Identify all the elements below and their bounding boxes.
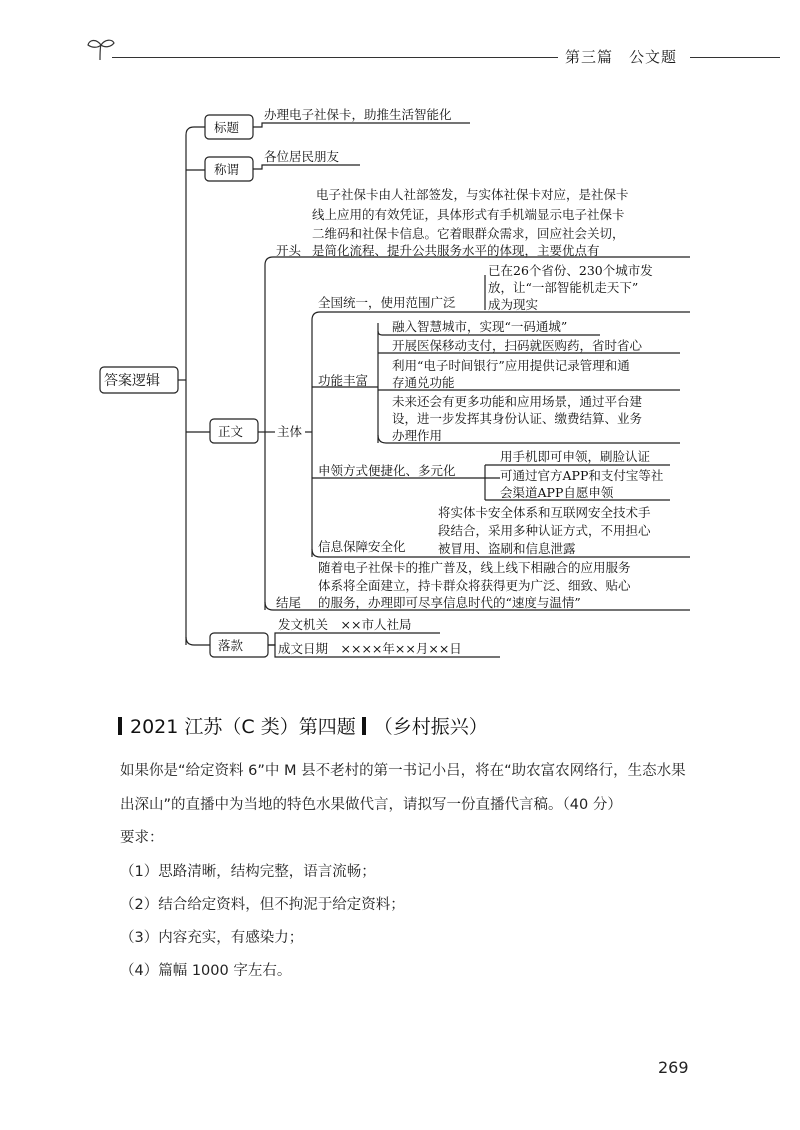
title-label: 标题 (214, 120, 240, 135)
header-rule-left (112, 57, 558, 58)
question-title-year: 2021 江苏（C 类）第四题 (130, 716, 356, 738)
opening-line-3: 二维码和社保卡信息。它着眼群众需求，回应社会关切， (312, 226, 625, 241)
ending-line-1: 随着电子社保卡的推广普及，线上线下相融合的应用服务 (318, 560, 631, 575)
page-header (0, 0, 800, 70)
ending-label: 结尾 (276, 595, 302, 610)
function-item-3a: 利用“电子时间银行”应用提供记录管理和通 (392, 358, 630, 373)
root-label: 答案逻辑 (104, 373, 160, 389)
sprout-icon (86, 36, 116, 62)
national-line-3: 成为现实 (488, 297, 539, 312)
title-bar-left (118, 717, 122, 735)
opening-line-1: 电子社保卡由人社部签发，与实体社保卡对应，是社保卡 (316, 187, 629, 202)
main-label: 主体 (277, 424, 303, 439)
title-bar-right (362, 717, 366, 735)
requirement-2: （2）结合给定资料，但不拘泥于给定资料； (120, 897, 405, 913)
body-label: 正文 (218, 424, 244, 439)
function-item-4c: 办理作用 (392, 428, 443, 443)
title-content: 办理电子社保卡，助推生活智能化 (264, 107, 452, 122)
apply-item-2a: 可通过官方APP和支付宝等社 (500, 468, 664, 483)
security-line-2: 段结合，采用多种认证方式，不用担心 (438, 523, 651, 538)
question-title (118, 712, 488, 739)
apply-label: 申领方式便捷化、多元化 (318, 463, 456, 478)
security-line-3: 被冒用、盗刷和信息泄露 (438, 541, 576, 556)
salutation-label: 称谓 (214, 162, 240, 177)
apply-item-1: 用手机即可申领，刷脸认证 (500, 449, 651, 464)
functions-label: 功能丰富 (318, 373, 369, 388)
question-intro: 如果你是“给定资料 6”中 M 县不老村的第一书记小吕，将在“助农富农网络行，生态水果出深山”的直播中为当地的特色水果做代言，请拟写一份直播代言稿。（40 分） (120, 763, 686, 813)
opening-label: 开头 (276, 243, 302, 258)
signature-date: 成文日期 ××××年××月××日 (278, 641, 462, 656)
opening-line-4: 是简化流程、提升公共服务水平的体现，主要优点有 (312, 243, 600, 258)
function-item-4a: 未来还会有更多功能和应用场景，通过平台建 (392, 394, 643, 409)
opening-line-2: 线上应用的有效凭证，具体形式有手机端显示电子社保卡 (312, 207, 625, 222)
function-item-3b: 存通兑功能 (392, 375, 455, 390)
requirement-1: （1）思路清晰，结构完整，语言流畅； (120, 864, 376, 880)
function-item-2: 开展医保移动支付，扫码就医购药，省时省心 (392, 338, 643, 353)
salutation-content: 各位居民朋友 (264, 149, 340, 164)
national-line-2: 放，让“一部智能机走天下” (488, 280, 639, 295)
function-item-1: 融入智慧城市，实现“一码通城” (392, 319, 568, 334)
question-title-topic: （乡村振兴） (373, 716, 488, 738)
requirements-label: 要求： (120, 830, 164, 846)
section-title: 第三篇 公文题 (565, 48, 678, 66)
ending-line-3: 的服务，办理即可尽享信息时代的“速度与温情” (318, 595, 581, 610)
national-line-1: 已在26个省份、230个城市发 (488, 263, 653, 278)
page-number: 269 (658, 1058, 689, 1077)
security-line-1: 将实体卡安全体系和互联网安全技术手 (438, 505, 651, 520)
answer-logic-mindmap (0, 95, 800, 670)
requirement-3: （3）内容充实，有感染力； (120, 930, 304, 946)
national-label: 全国统一，使用范围广泛 (318, 295, 456, 310)
apply-item-2b: 会渠道APP自愿申领 (500, 485, 614, 500)
signature-org: 发文机关 ××市人社局 (278, 617, 412, 632)
function-item-4b: 设，进一步发挥其身份认证、缴费结算、业务 (392, 411, 643, 426)
requirement-4: （4）篇幅 1000 字左右。 (120, 963, 292, 979)
header-rule-right (690, 57, 780, 58)
signature-label: 落款 (218, 638, 244, 653)
security-label: 信息保障安全化 (318, 539, 406, 554)
ending-line-2: 体系将全面建立，持卡群众将获得更为广泛、细致、贴心 (318, 578, 631, 593)
